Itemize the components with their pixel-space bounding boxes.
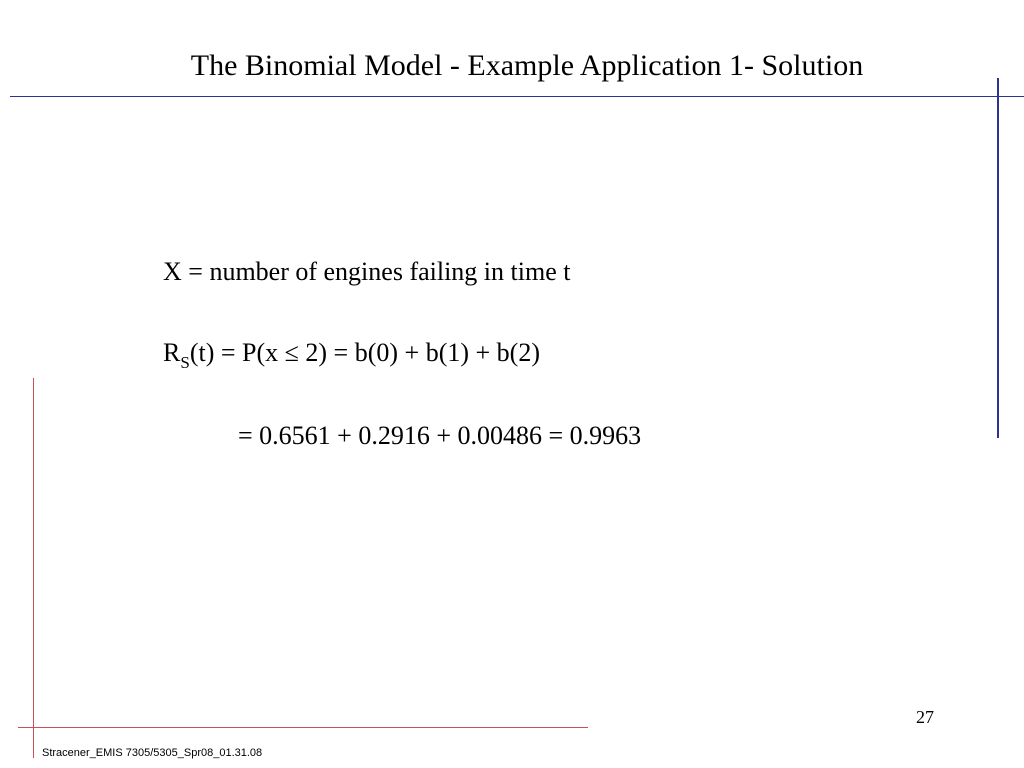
slide-title: The Binomial Model - Example Application 1- Solution	[190, 49, 864, 82]
reliability-subscript: S	[180, 353, 190, 372]
left-vertical-rule	[33, 378, 34, 758]
top-horizontal-rule	[10, 96, 1024, 97]
reliability-equation-line	[163, 337, 540, 372]
bottom-horizontal-rule	[18, 727, 588, 728]
reliability-symbol: R	[163, 338, 181, 367]
definition-line: X = number of engines failing in time t	[163, 257, 571, 286]
right-vertical-rule	[997, 78, 999, 438]
page-number: 27	[916, 707, 934, 727]
footer-text: Stracener_EMIS 7305/5305_Spr08_01.31.08	[42, 747, 263, 759]
result-line: = 0.6561 + 0.2916 + 0.00486 = 0.9963	[238, 421, 642, 450]
reliability-expression: (t) = P(x ≤ 2) = b(0) + b(1) + b(2)	[189, 338, 540, 367]
